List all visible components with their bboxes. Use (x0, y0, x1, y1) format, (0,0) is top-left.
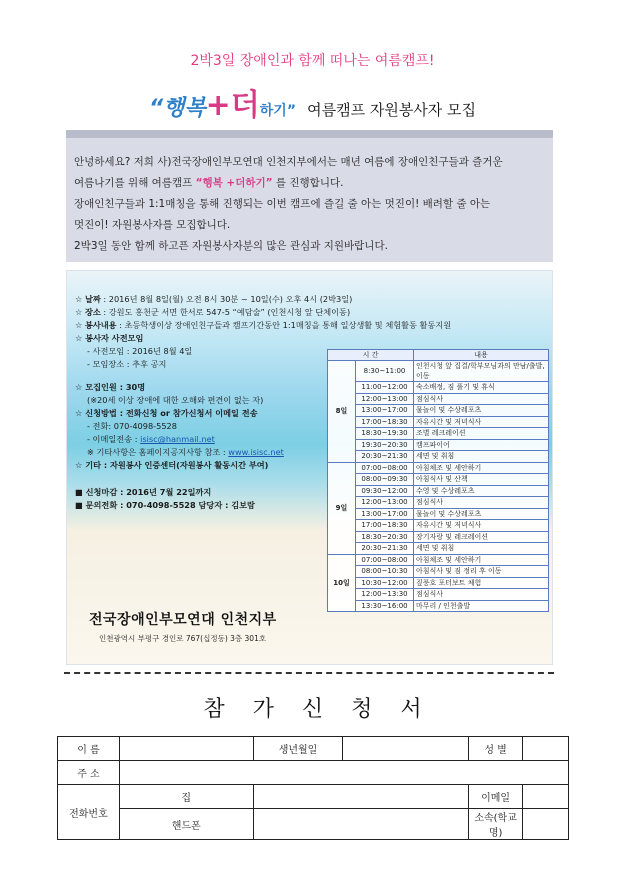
schedule-row (328, 361, 549, 382)
info-value: 초등학생이상 장애인친구들과 캠프기간동안 1:1매칭을 통해 일상생활 및 체험활동 활동지원 (124, 320, 452, 330)
schedule-row (328, 405, 549, 417)
info-label: 봉사내용 (84, 320, 117, 330)
home-phone-field[interactable] (253, 785, 469, 809)
schedule-row (328, 428, 549, 440)
info-label: 기타 : 자원봉사 인증센터(자원봉사 활동시간 부여) (85, 460, 269, 470)
gender-label: 성 별 (469, 737, 523, 761)
intro-text: 를 진행합니다. (272, 177, 344, 189)
schedule-time: 13:30~16:00 (356, 600, 414, 612)
schedule-row (328, 508, 549, 520)
gender-field[interactable] (523, 737, 569, 761)
schedule-time: 07:00~08:00 (356, 462, 414, 474)
form-row (58, 809, 569, 840)
schedule-row (328, 554, 549, 566)
email-label: 이메일 (469, 785, 523, 809)
schedule-time: 17:00~18:30 (356, 520, 414, 532)
intro-box (66, 130, 553, 262)
schedule-activity: 아침식사 및 산책 (414, 474, 549, 486)
form-row (58, 761, 569, 785)
schedule-time: 10:30~12:00 (356, 577, 414, 589)
name-label: 이 름 (58, 737, 120, 761)
org-name: 전국장애인부모연대 인천지부 (89, 612, 277, 628)
schedule-row (328, 531, 549, 543)
address-field[interactable] (119, 761, 568, 785)
schedule-activity: 장기자랑 및 레크레이션 (414, 531, 549, 543)
schedule-row (328, 382, 549, 394)
info-label: 모집인원 : 30명 (85, 382, 146, 392)
schedule-activity: 점심식사 (414, 589, 549, 601)
schedule-activity: 수영 및 수상레포츠 (414, 485, 549, 497)
info-date: ☆ 날짜 : 2016년 8월 8일(월) 오전 8시 30분 ~ 10일(수) 오후 4시 (2박3일) (75, 294, 353, 304)
info-label: 봉사자 사전모임 (85, 333, 144, 343)
schedule-activity: 점심식사 (414, 497, 549, 509)
schedule-time: 18:30~19:30 (356, 428, 414, 440)
info-pre-meeting (75, 332, 545, 345)
info-value: 신청마감 : 2016년 7월 22일까지 (85, 487, 212, 497)
camp-subtitle: 2박3일 장애인과 함께 떠나는 여름캠프! (190, 53, 435, 69)
schedule-activity: 인천시청 앞 집결/학부모님과의 만남/출발, 이동 (414, 361, 549, 382)
schedule-row (328, 589, 549, 601)
camp-name-happy: “행복 (148, 96, 206, 121)
address-label: 주 소 (58, 761, 120, 785)
schedule-row (328, 439, 549, 451)
schedule-time: 13:00~17:00 (356, 405, 414, 417)
star-icon: ☆ (75, 382, 86, 392)
schedule-time: 11:00~12:00 (356, 382, 414, 394)
schedule-row (328, 485, 549, 497)
form-row (58, 785, 569, 809)
schedule-time: 20:30~21:30 (356, 451, 414, 463)
schedule-header-time: 시 간 (328, 350, 414, 361)
intro-line (74, 173, 545, 194)
cut-line (64, 672, 554, 674)
schedule-activity: 숙소배정, 짐 풀기 및 휴식 (414, 382, 549, 394)
info-label: ※ 기타사항은 홈페이지공지사항 참조 : (87, 447, 229, 457)
schedule-row (328, 451, 549, 463)
schedule-activity: 점심식사 (414, 393, 549, 405)
info-label: - 이메일전송 : (87, 434, 141, 444)
intro-text: 여름나기를 위해 여름캠프 (74, 177, 196, 189)
schedule-body (328, 361, 549, 612)
star-icon: ☆ (75, 307, 85, 317)
birth-field[interactable] (343, 737, 469, 761)
intro-line: 2박3일 동안 함께 하고픈 자원봉사자분의 많은 관심과 지원바랍니다. (74, 240, 388, 252)
schedule-activity: 아침식사 및 짐 정리 후 이동 (414, 566, 549, 578)
schedule-activity: 세면 및 취침 (414, 543, 549, 555)
home-phone-label: 집 (119, 785, 253, 809)
schedule-time: 12:00~13:00 (356, 497, 414, 509)
schedule-activity: 조별 레크레이션 (414, 428, 549, 440)
schedule-time: 07:00~08:00 (356, 554, 414, 566)
schedule-activity: 캠프파이어 (414, 439, 549, 451)
schedule-activity: 마무리 / 인천출발 (414, 600, 549, 612)
intro-line: 안녕하세요? 저희 사)전국장애인부모연대 인천지부에서는 매년 여름에 장애인친구들과 즐거운 (74, 156, 503, 168)
schedule-time: 08:00~10:30 (356, 566, 414, 578)
schedule-time: 08:00~09:30 (356, 474, 414, 486)
school-label: 소속(학교명) (469, 809, 523, 840)
camp-title (0, 80, 625, 124)
org-address: 인천광역시 부평구 경인로 767(십정동) 3층 301호 (99, 634, 267, 643)
form-row (58, 737, 569, 761)
star-icon: ☆ (75, 460, 86, 470)
star-icon: ☆ (75, 408, 86, 418)
schedule-activity: 자유시간 및 저녁식사 (414, 416, 549, 428)
application-form (57, 736, 569, 840)
schedule-activity: 물놀이 및 수상레포츠 (414, 405, 549, 417)
info-label: 날짜 (84, 294, 101, 304)
camp-name-plus: +더 (205, 88, 260, 123)
schedule-activity: 짚풍호 포터보트 체험 (414, 577, 549, 589)
schedule-row (328, 600, 549, 612)
star-icon: ☆ (75, 294, 85, 304)
schedule-activity: 물놀이 및 수상레포츠 (414, 508, 549, 520)
info-recruit-note: (※20세 이상 장애에 대한 오해와 편견이 없는 자) (87, 395, 264, 405)
info-value: 강원도 홍천군 서면 한서로 547-5 “예담술” (인천시청 앞 단체이동) (108, 307, 351, 317)
schedule-row (328, 416, 549, 428)
title-rest: 여름캠프 자원봉사자 모집 (307, 101, 477, 119)
schedule-row (328, 497, 549, 509)
schedule-day: 9일 (328, 462, 356, 554)
star-icon: ☆ (75, 320, 85, 330)
name-field[interactable] (119, 737, 253, 761)
schedule-row (328, 393, 549, 405)
schedule-time: 17:00~18:30 (356, 416, 414, 428)
square-bullet-icon: ■ (75, 487, 86, 497)
schedule-row (328, 543, 549, 555)
intro-line: 장애인친구들과 1:1매칭을 통해 진행되는 이번 캠프에 즐길 줄 아는 멋진이! 배려할 줄 아는 (74, 198, 491, 210)
schedule-header-row (328, 350, 549, 361)
schedule-header-content: 내용 (414, 350, 549, 361)
info-place: ☆ 장소 : 강원도 홍천군 서면 한서로 547-5 “예담술” (인천시청 앞 단체이동) (75, 307, 351, 317)
schedule-time: 13:00~17:00 (356, 508, 414, 520)
info-apply-phone: - 전화: 070-4098-5528 (87, 421, 177, 431)
schedule-row (328, 577, 549, 589)
info-pre-meeting-date: - 사전모임 : 2016년 8월 4일 (87, 346, 193, 356)
schedule-table (327, 349, 549, 612)
birth-label: 생년월일 (253, 737, 343, 761)
application-form-title: 참가신청서 (203, 697, 450, 722)
intro-line: 멋진이! 자원봉사자를 모집합니다. (74, 219, 231, 231)
schedule-activity: 아침체조 및 세안하기 (414, 462, 549, 474)
website-link[interactable]: www.isisc.net (228, 447, 284, 457)
school-field[interactable] (523, 809, 569, 840)
email-field[interactable] (523, 785, 569, 809)
schedule-day: 8일 (328, 361, 356, 463)
camp-name-highlight: “행복 +더하기” (195, 177, 273, 189)
phone-label: 전화번호 (58, 785, 120, 840)
schedule-activity: 아침체조 및 세안하기 (414, 554, 549, 566)
info-content: ☆ 봉사내용 : 초등학생이상 장애인친구들과 캠프기간동안 1:1매칭을 통해 일상생활 및 체험활동 활동지원 (75, 320, 452, 330)
info-value: 2016년 8월 8일(월) 오전 8시 30분 ~ 10일(수) 오후 4시 (2박3일) (108, 294, 353, 304)
camp-name-do: 하기” (259, 103, 297, 119)
schedule-day: 10일 (328, 554, 356, 612)
info-panel (66, 270, 553, 665)
schedule-row (328, 566, 549, 578)
schedule-time: 18:30~20:30 (356, 531, 414, 543)
mobile-field[interactable] (253, 809, 469, 840)
schedule-time: 19:30~20:30 (356, 439, 414, 451)
schedule-row (328, 474, 549, 486)
schedule-time: 8:30~11:00 (356, 361, 414, 382)
schedule-row (328, 520, 549, 532)
square-bullet-icon: ■ (75, 500, 86, 510)
schedule-activity: 자유시간 및 저녁식사 (414, 520, 549, 532)
schedule-activity: 세면 및 취침 (414, 451, 549, 463)
schedule-time: 12:00~13:00 (356, 393, 414, 405)
schedule-time: 20:30~21:30 (356, 543, 414, 555)
info-value: 문의전화 : 070-4098-5528 담당자 : 김보람 (85, 500, 255, 510)
info-label: 장소 (84, 307, 101, 317)
email-link[interactable]: isisc@hanmail.net (140, 434, 215, 444)
schedule-time: 09:30~12:00 (356, 485, 414, 497)
schedule-time: 12:00~13:30 (356, 589, 414, 601)
info-pre-meeting-place: - 모임장소 : 추후 공지 (87, 359, 167, 369)
schedule-row (328, 462, 549, 474)
info-label: 신청방법 : 전화신청 or 참가신청서 이메일 전송 (85, 408, 258, 418)
mobile-label: 핸드폰 (119, 809, 253, 840)
star-icon: ☆ (75, 333, 86, 343)
